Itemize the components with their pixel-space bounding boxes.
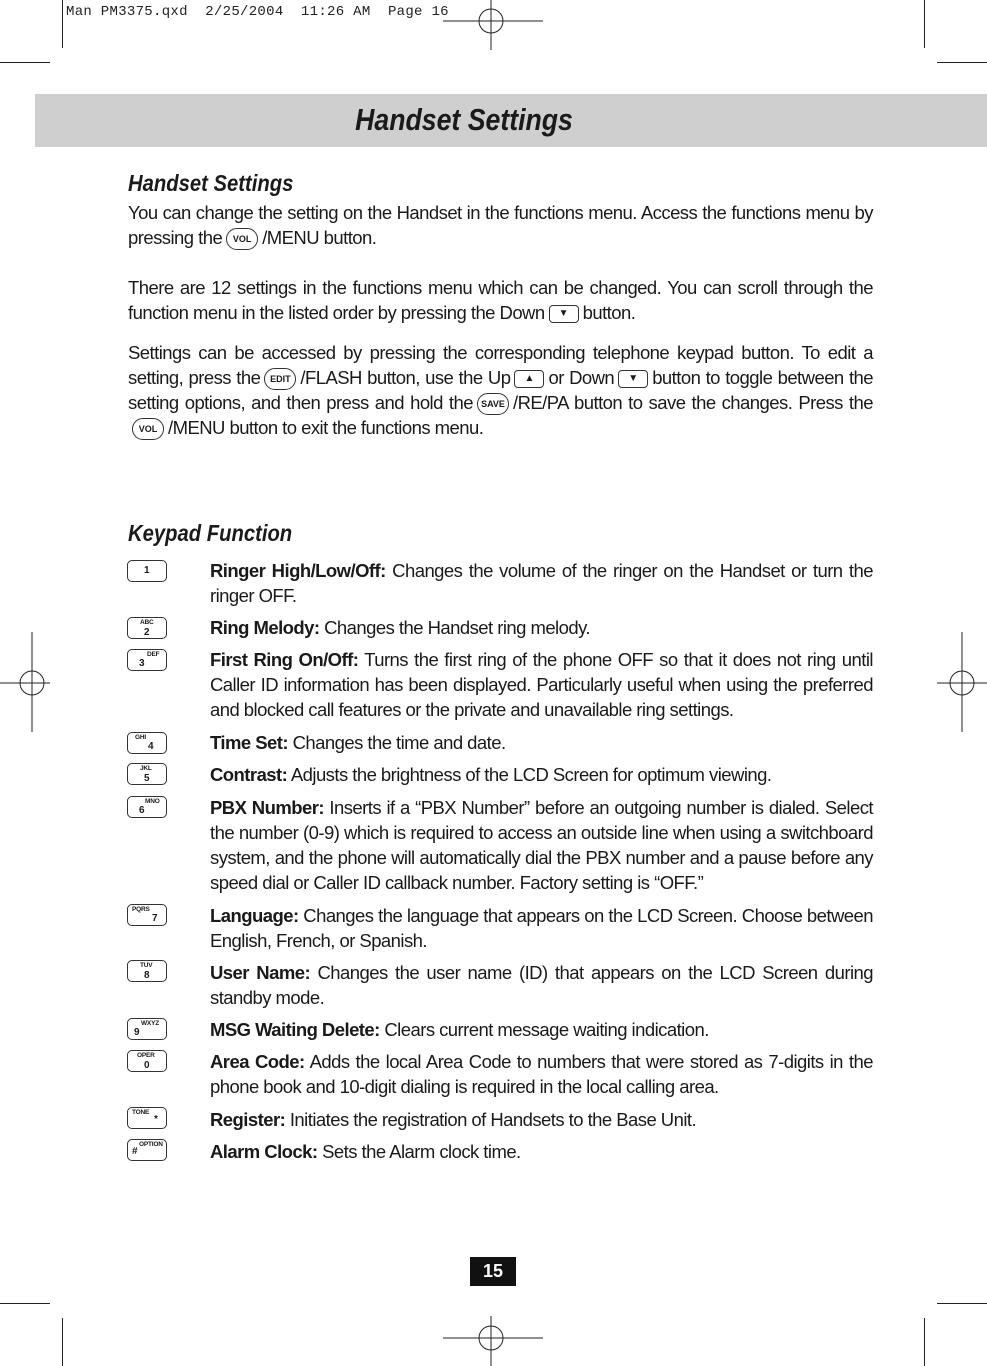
keypad-entry-register — [210, 1107, 873, 1132]
up-arrow-icon: ▲ — [514, 370, 544, 388]
text: /RE/PA button to save the changes. Press the — [512, 392, 873, 414]
crop-mark — [937, 62, 987, 63]
entry-label: Register: — [210, 1109, 286, 1130]
text: You can change the setting on the Handset in the functions menu. Access the functions menu by pressing the — [128, 202, 873, 248]
text: Settings can be accessed by pressing the corresponding telephone keypad button. To edit a setting, press the — [128, 342, 873, 388]
crop-mark — [937, 1303, 987, 1304]
keypad-entry-ringer — [210, 558, 873, 608]
entry-label: MSG Waiting Delete: — [210, 1019, 380, 1040]
entry-text: Changes the time and date. — [292, 732, 506, 753]
entry-text: Sets the Alarm clock time. — [322, 1141, 521, 1162]
text: or Down — [548, 367, 615, 388]
registration-mark-left — [0, 632, 50, 732]
text: /MENU button. — [262, 227, 377, 248]
keypad-key-4-icon: GHI 4 — [127, 732, 167, 754]
keypad-key-star-icon: TONE * — [127, 1107, 167, 1129]
vol-button-icon: VOL — [226, 228, 258, 250]
keypad-entry-ring-melody — [210, 615, 873, 640]
keypad-key-9-icon: 9 WXYZ — [127, 1018, 167, 1040]
keypad-key-7-icon: PQRS 7 — [127, 904, 167, 926]
entry-label: Ringer High/Low/Off: — [210, 560, 386, 581]
entry-text: Changes the user name (ID) that appears on the LCD Screen during standby mode. — [210, 962, 874, 1008]
entry-label: Ring Melody: — [210, 617, 320, 638]
section-heading-handset-settings: Handset Settings — [128, 170, 294, 196]
keypad-entry-contrast — [210, 762, 873, 787]
save-button-icon: SAVE — [477, 393, 509, 415]
entry-text: Changes the Handset ring melody. — [324, 617, 591, 638]
entry-text: Adds the local Area Code to numbers that were stored as 7-digits in the phone book and 10-digit dialing is required in the local calling area. — [210, 1051, 873, 1097]
keypad-entry-user-name — [210, 960, 873, 1010]
keypad-key-8-icon: TUV 8 — [127, 960, 167, 982]
entry-text: Clears current message waiting indication. — [384, 1019, 709, 1040]
keypad-entry-first-ring — [210, 647, 873, 722]
keypad-entry-alarm-clock — [210, 1139, 873, 1164]
vol-button-icon: VOL — [132, 418, 164, 440]
entry-label: Language: — [210, 905, 299, 926]
entry-text: Initiates the registration of Handsets to the Base Unit. — [289, 1109, 697, 1130]
registration-mark-right — [937, 632, 987, 732]
keypad-key-2-icon: ABC 2 — [127, 617, 167, 639]
entry-text: Changes the volume of the ringer on the Handset or turn the ringer OFF. — [210, 560, 873, 606]
intro-paragraph-2 — [128, 275, 873, 325]
entry-label: Time Set: — [210, 732, 288, 753]
crop-mark — [62, 0, 63, 48]
entry-label: Alarm Clock: — [210, 1141, 318, 1162]
page-number: 15 — [470, 1257, 516, 1286]
keypad-entry-msg-waiting — [210, 1017, 873, 1042]
crop-mark — [0, 1303, 50, 1304]
entry-text: Changes the language that appears on the LCD Screen. Choose between English, French, or Spanish. — [210, 905, 873, 951]
entry-label: Area Code: — [210, 1051, 305, 1072]
keypad-key-6-icon: 6 MNO — [127, 796, 167, 818]
edit-button-icon: EDIT — [264, 368, 296, 390]
entry-label: Contrast: — [210, 764, 288, 785]
crop-mark — [924, 0, 925, 48]
printer-slug: Man PM3375.qxd 2/25/2004 11:26 AM Page 16 — [66, 4, 449, 20]
entry-text: Turns the first ring of the phone OFF so that it does not ring until Caller ID information has been displayed. Particularly useful when using the preferred and blocked call features or the private and unavailable ring settings. — [210, 649, 873, 720]
keypad-entry-language — [210, 903, 873, 953]
keypad-key-3-icon: 3 DEF — [127, 649, 167, 671]
title-banner — [35, 94, 987, 147]
keypad-key-1-icon: 1 — [127, 560, 167, 582]
down-arrow-icon: ▼ — [618, 370, 648, 388]
text: /MENU button to exit the functions menu. — [168, 417, 484, 439]
section-heading-keypad-function: Keypad Function — [128, 520, 293, 546]
intro-paragraph-1 — [128, 200, 873, 250]
registration-mark-top — [443, 0, 543, 50]
entry-label: First Ring On/Off: — [210, 649, 359, 670]
keypad-key-0-icon: OPER 0 — [127, 1050, 167, 1072]
keypad-key-5-icon: JKL 5 — [127, 763, 167, 785]
crop-mark — [0, 62, 50, 63]
keypad-entry-time-set — [210, 730, 873, 755]
down-arrow-icon: ▼ — [549, 305, 579, 323]
entry-text: Inserts if a “PBX Number” before an outgoing number is dialed. Select the number (0-9) which is required to access an outside line when using a switchboard system, and the phone will automatically dial the PBX number and a pause before any speed dial or Caller ID callback number. Factory setting is “OFF.” — [210, 797, 873, 893]
keypad-entry-area-code — [210, 1049, 873, 1099]
crop-mark — [62, 1318, 63, 1366]
intro-paragraph-3 — [128, 340, 873, 440]
entry-text: Adjusts the brightness of the LCD Screen for optimum viewing. — [290, 764, 772, 785]
entry-label: User Name: — [210, 962, 311, 983]
text: There are 12 settings in the functions menu which can be changed. You can scroll through the function menu in the listed order by pressing the Down — [128, 277, 873, 323]
page-title: Handset Settings — [355, 102, 573, 137]
crop-mark — [924, 1318, 925, 1366]
text: button to toggle between the setting options, and then press and hold the — [128, 367, 874, 414]
entry-label: PBX Number: — [210, 797, 324, 818]
text: /FLASH button, use the Up — [300, 367, 511, 388]
registration-mark-bottom — [443, 1316, 543, 1366]
text: button. — [582, 302, 636, 323]
keypad-entry-pbx-number — [210, 795, 873, 895]
keypad-key-hash-icon: # OPTION — [127, 1139, 167, 1161]
